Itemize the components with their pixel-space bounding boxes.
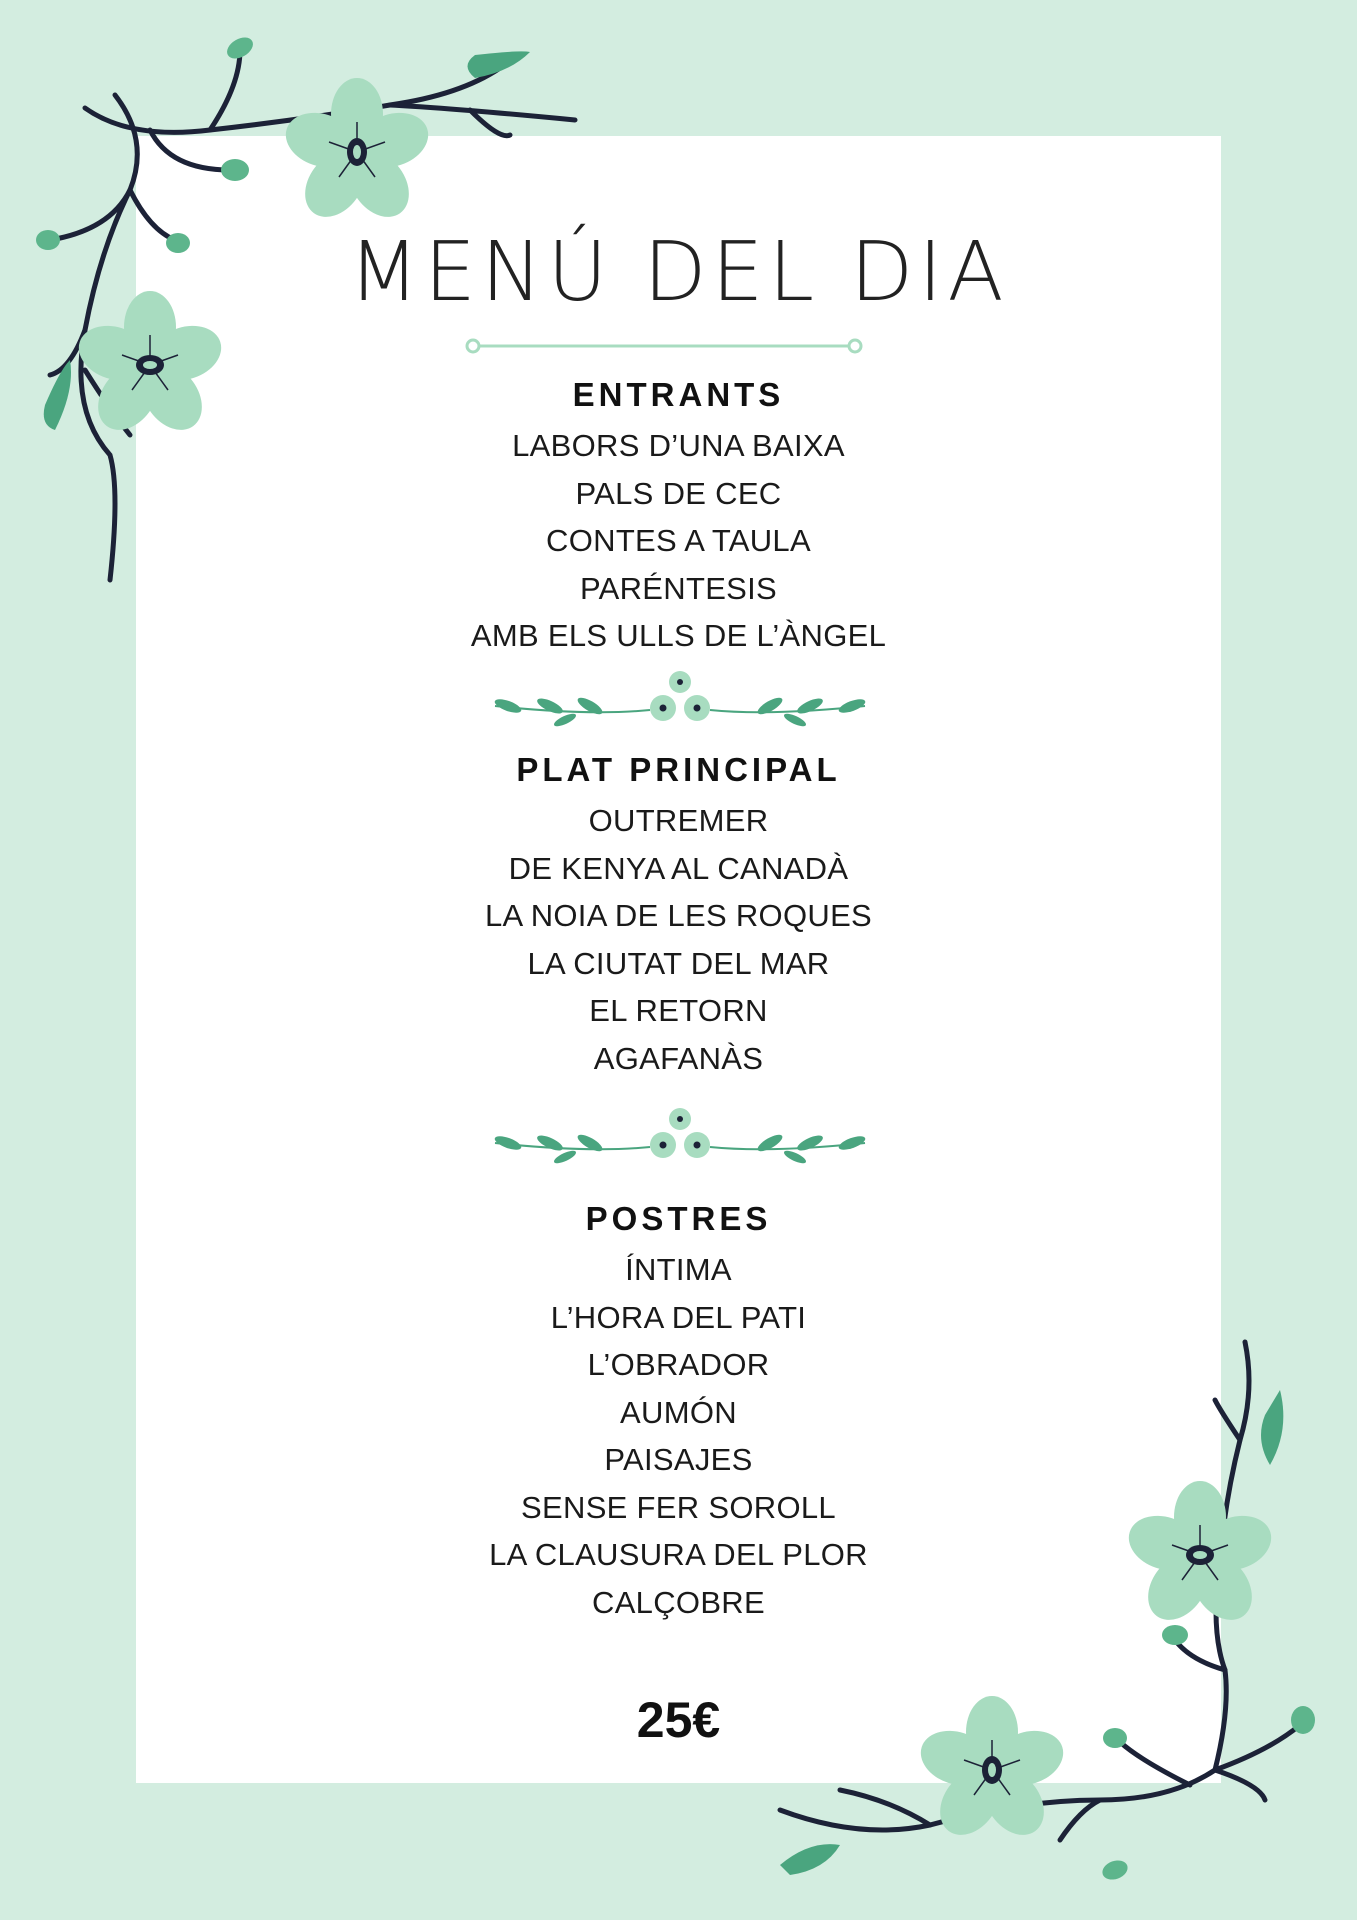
menu-item: SENSE FER SOROLL	[521, 1489, 836, 1525]
menu-item: L’OBRADOR	[587, 1347, 770, 1382]
menu-item: EL RETORN	[589, 993, 768, 1028]
section-entrants	[136, 372, 1221, 660]
price: 25€	[636, 1692, 721, 1748]
menu-item: PAISAJES	[604, 1442, 753, 1477]
menu-item: AUMÓN	[620, 1394, 737, 1430]
menu-item: PARÉNTESIS	[579, 570, 778, 606]
section-postres	[136, 1196, 1221, 1626]
section-plat-principal	[136, 747, 1221, 1082]
section-heading: POSTRES	[585, 1200, 772, 1237]
menu-item: LA CIUTAT DEL MAR	[527, 945, 830, 981]
menu-item: DE KENYA AL CANADÀ	[508, 850, 849, 886]
leaf-garland-divider-icon	[490, 668, 870, 738]
menu-item: LA CLAUSURA DEL PLOR	[489, 1537, 868, 1572]
menu-item: CALÇOBRE	[592, 1584, 765, 1620]
menu-item: AMB ELS ULLS DE L’ÀNGEL	[470, 618, 887, 653]
title-underline-icon	[464, 336, 864, 356]
menu-item: LA NOIA DE LES ROQUES	[484, 898, 873, 933]
menu-item: CONTES A TAULA	[546, 523, 811, 558]
menu-item: ÍNTIMA	[625, 1252, 732, 1287]
menu-item: LABORS D’UNA BAIXA	[512, 428, 845, 463]
menu-item: PALS DE CEC	[575, 475, 782, 511]
menu-item: L’HORA DEL PATI	[550, 1299, 807, 1335]
leaf-garland-divider-icon	[490, 1105, 870, 1175]
page-title: MENÚ DEL DIA	[348, 225, 1009, 320]
section-heading: ENTRANTS	[572, 376, 785, 413]
section-heading: PLAT PRINCIPAL	[516, 751, 841, 788]
menu-item: AGAFANÀS	[593, 1040, 764, 1076]
menu-item: OUTREMER	[588, 803, 769, 838]
